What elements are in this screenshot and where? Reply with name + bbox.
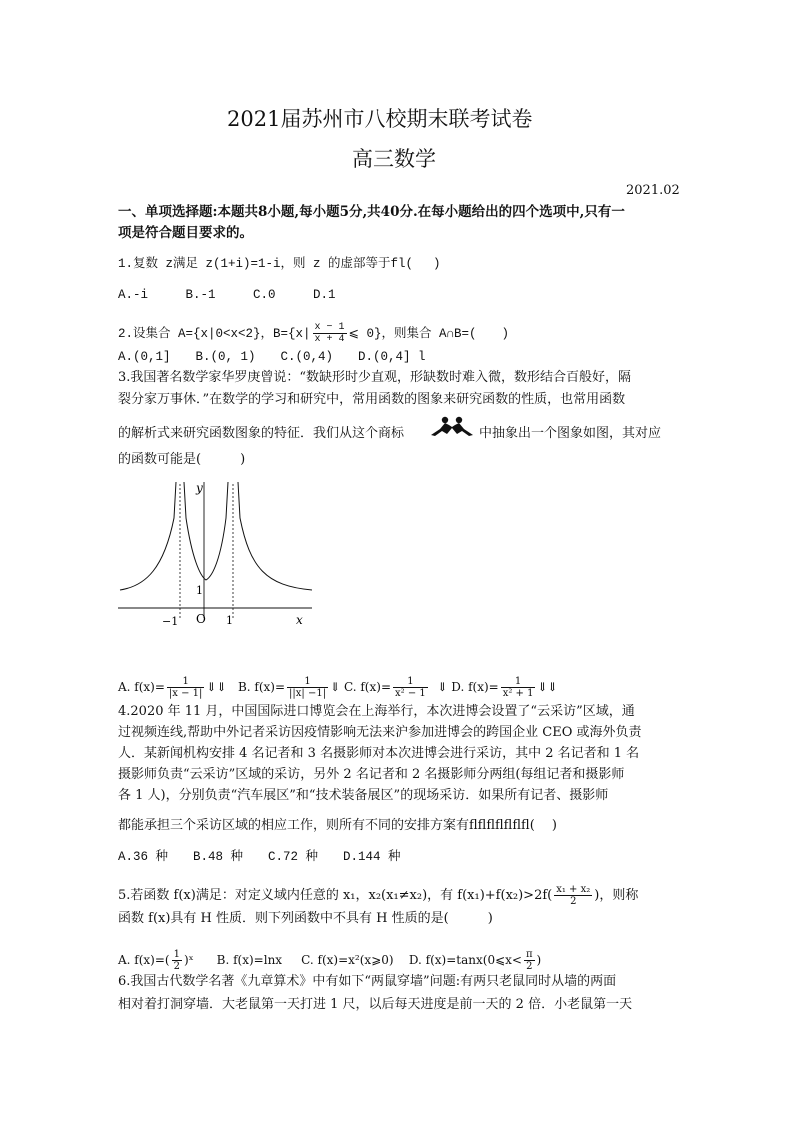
- section-heading-line1: 一、单项选择题:本题共8小题,每小题5分,共40分.在每小题给出的四个选项中,只有一: [118, 204, 625, 220]
- q2-stem-a: 2.设集合 A={x|0<x<2}，B={x|: [118, 326, 311, 341]
- q5-opt-d-frac: [524, 949, 535, 972]
- q3-opt-d-num: 1: [501, 676, 536, 688]
- q3-opt-d-post: ⇓⇓: [537, 680, 558, 694]
- q2-stem: [118, 322, 509, 345]
- q5-opt-d-pre: D. f(x)=tanx(0⩽x<: [408, 953, 522, 967]
- q3-function-graph: [116, 478, 320, 634]
- q5-options: [118, 949, 541, 972]
- q5-line1-frac: [554, 884, 592, 907]
- q2-options: A.(0,1] B.(0, 1) C.(0,4) D.(0,4] l: [118, 350, 426, 364]
- q5-opt-a-frac: [172, 949, 182, 972]
- q2-frac-den: x + 4: [314, 334, 345, 345]
- q3-opt-b-den: ||x| −1|: [289, 688, 327, 699]
- q3-opt-b-frac: [287, 676, 328, 699]
- q5-opt-c: C. f(x)=x²(x⩾0): [301, 953, 394, 967]
- q3-opt-c-pre: C. f(x)=: [343, 680, 391, 694]
- x-one-label: 1: [226, 614, 233, 627]
- q3-opt-d-frac: [501, 676, 536, 699]
- q3-line3a: 的解析式来研究函数图象的特征．我们从这个商标: [118, 426, 405, 441]
- q5-opt-a-pre: A. f(x)=(: [118, 953, 170, 967]
- q4-line3: 人．某新闻机构安排 4 名记者和 3 名摄影师对本次进博会进行采访，其中 2 名记者和 1 名: [118, 746, 640, 761]
- origin-label: O: [196, 612, 206, 626]
- exam-subtitle: 高三数学: [352, 147, 436, 171]
- q3-line4: 的函数可能是( ): [118, 452, 246, 467]
- q4-line2: 过视频连线,帮助中外记者采访因疫情影响无法来沪参加进博会的跨国企业 CEO 或海外负责: [118, 725, 642, 740]
- kappa-logo-icon: [427, 416, 477, 438]
- q5-line1: [118, 884, 638, 907]
- q5-line1a: 5.若函数 f(x)满足：对定义域内任意的 x₁，x₂(x₁≠x₂)，有 f(x₁)+f(x₂)>2f(: [118, 888, 553, 903]
- q4-options: A.36 种 B.48 种 C.72 种 D.144 种: [118, 850, 401, 864]
- q2-stem-b: ⩽ 0}，则集合 A∩B=( ): [348, 326, 510, 341]
- q6-line2: 相对着打洞穿墙．大老鼠第一天打进 1 尺，以后每天进度是前一天的 2 倍．小老鼠第一天: [118, 997, 633, 1012]
- exam-title: 2021届苏州市八校期末联考试卷: [227, 107, 533, 131]
- q5-opt-d-den: 2: [526, 961, 533, 972]
- q3-opt-c-num: 1: [393, 676, 428, 688]
- q2-frac-num: x − 1: [314, 322, 345, 333]
- curve-right-branch: [238, 482, 312, 590]
- q6-line1: 6.我国古代数学名著《九章算术》中有如下“两鼠穿墙”问题:有两只老鼠同时从墙的两面: [118, 974, 617, 989]
- q5-opt-b: B. f(x)=lnx: [216, 953, 283, 967]
- q3-opt-b-pre: B. f(x)=: [237, 680, 286, 694]
- neg-one-label: −1: [162, 615, 179, 628]
- q3-opt-b-num: 1: [287, 676, 328, 688]
- section-heading-line2: 项是符合题目要求的。: [118, 225, 253, 241]
- q3-opt-d-pre: D. f(x)=: [451, 680, 499, 694]
- q5-opt-a-post: )ˣ: [183, 953, 194, 967]
- q3-line2: 裂分家万事休．”在数学的学习和研究中，常用函数的图象来研究函数的性质，也常用函数: [118, 392, 626, 407]
- q5-line2: 函数 f(x)具有 H 性质．则下列函数中不具有 H 性质的是( ): [118, 911, 493, 926]
- q3-opt-a-den: |x − 1|: [168, 688, 203, 699]
- q4-line4: 摄影师负责“云采访”区域的采访，另外 2 名记者和 2 名摄影师分两组(每组记者和摄影师: [118, 767, 625, 782]
- y-axis-label: y: [196, 481, 203, 495]
- q5-opt-a-den: 2: [173, 961, 180, 972]
- q3-opt-d-den: x² + 1: [502, 688, 534, 699]
- q1-options: A.-i B.-1 C.0 D.1: [118, 288, 336, 302]
- q3-opt-c-frac: [393, 676, 428, 699]
- q3-opt-c-den: x² − 1: [395, 688, 426, 699]
- curve-left-branch: [120, 482, 176, 590]
- q5-opt-d-post: ): [536, 953, 542, 967]
- q5-line1-den: 2: [570, 896, 577, 907]
- q3-opt-a-frac: [167, 676, 204, 699]
- q5-line1-num: x₁ + x₂: [556, 884, 591, 895]
- q3-line3b: 中抽象出一个图象如图，其对应: [479, 426, 662, 441]
- q3-opt-a-num: 1: [167, 676, 204, 688]
- q3-opt-a-post: ⇓⇓: [206, 680, 227, 694]
- q3-opt-c-post: ⇓: [437, 680, 448, 694]
- q3-line1: 3.我国著名数学家华罗庚曾说：“数缺形时少直观，形缺数时难入微，数形结合百般好，隔: [118, 370, 632, 385]
- q3-options: [118, 676, 558, 699]
- q4-line1: 4.2020 年 11 月，中国国际进口博览会在上海举行，本次进博会设置了“云采访”区域，通: [118, 704, 635, 719]
- q4-line6: 都能承担三个采访区域的相应工作，则所有不同的安排方案有flflflflflflfl( ): [118, 818, 557, 833]
- q5-line1b: )，则称: [594, 888, 639, 903]
- x-axis-label: x: [296, 613, 303, 627]
- q5-opt-a-num: 1: [173, 949, 180, 960]
- curve-middle-branch: [184, 482, 228, 580]
- q1-stem: 1.复数 z满足 z(1+i)=1-i，则 z 的虚部等于fl( ): [118, 257, 441, 271]
- q2-fraction: [313, 322, 347, 345]
- y-one-label: 1: [196, 584, 203, 597]
- q5-opt-d-num: π: [525, 949, 533, 960]
- q4-line5: 各 1 人)，分别负责“汽车展区”和“技术装备展区”的现场采访．如果所有记者、摄影师: [118, 788, 609, 803]
- q3-opt-b-post: ⇓: [330, 680, 341, 694]
- q3-opt-a-pre: A. f(x)=: [118, 680, 165, 694]
- exam-date: 2021.02: [626, 183, 680, 198]
